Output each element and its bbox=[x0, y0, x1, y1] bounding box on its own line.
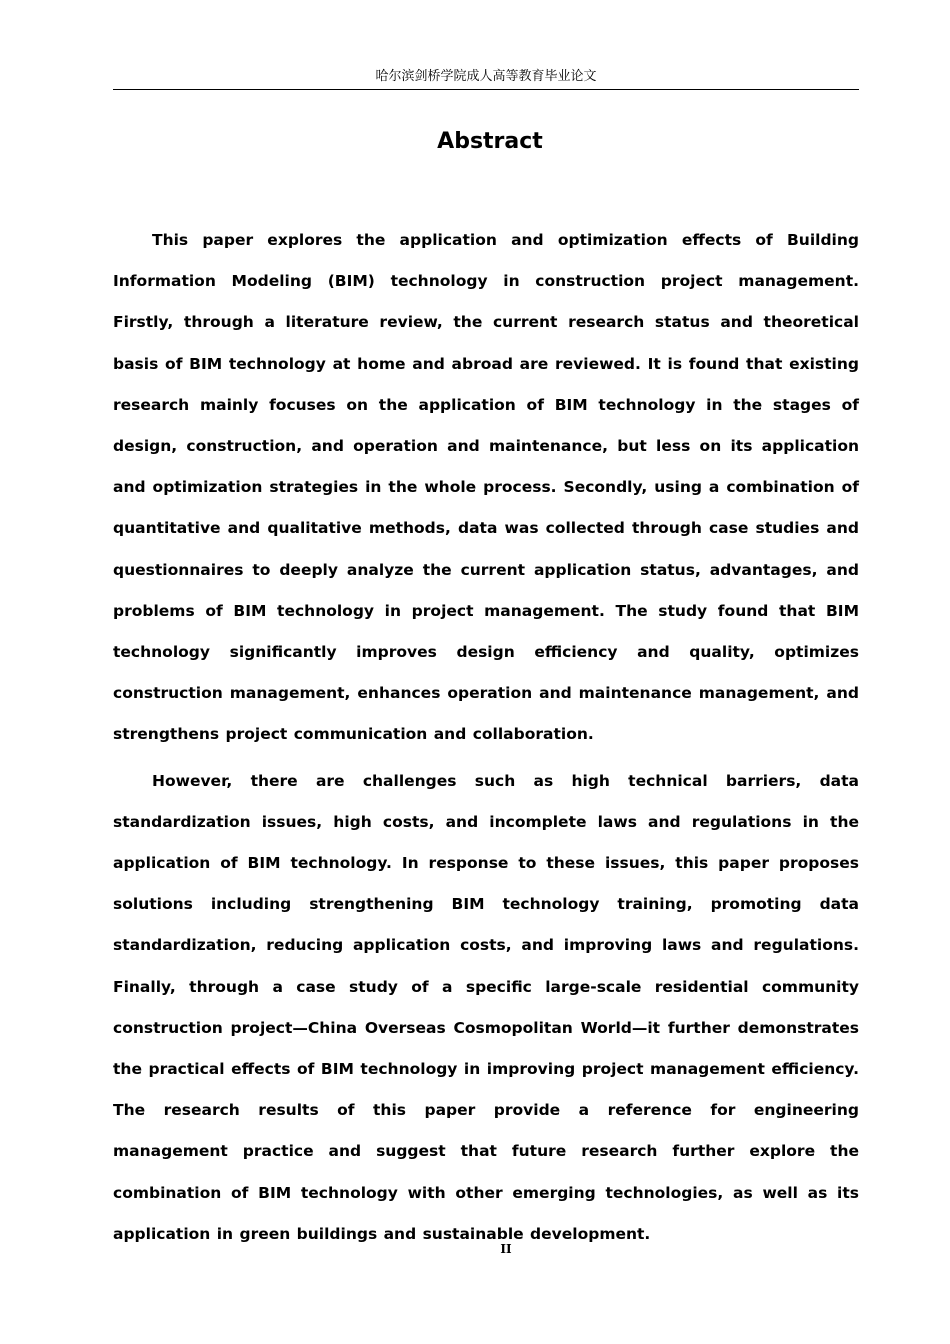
page-number: II bbox=[500, 1242, 512, 1256]
abstract-title: Abstract bbox=[437, 129, 543, 154]
running-header: 哈尔滨剑桥学院成人高等教育毕业论文 bbox=[113, 66, 859, 90]
abstract-paragraph-1: This paper explores the application and optimization effects of Building Information Modeling (BIM) technology in construction project management. Firstly, through a literature review, the current research status and theoretical basis of BIM technology at home and abroad are reviewed. It is found that existing research mainly focuses on the application of BIM technology in the stages of design, construction, and operation and maintenance, but less on its application and optimization strategies in the whole process. Secondly, using a combination of quantitative and qualitative methods, data was collected through case studies and questionnaires to deeply analyze the current application status, advantages, and problems of BIM technology in project management. The study found that BIM technology significantly improves design efficiency and quality, optimizes construction management, enhances operation and maintenance management, and strengthens project communication and collaboration. bbox=[113, 231, 859, 744]
abstract-paragraph-2: However, there are challenges such as high technical barriers, data standardization issues, high costs, and incomplete laws and regulations in the application of BIM technology. In response to these issues, this paper proposes solutions including strengthening BIM technology training, promoting data standardization, reducing application costs, and improving laws and regulations. Finally, through a case study of a specific large-scale residential community construction project—China Overseas Cosmopolitan World—it further demonstrates the practical effects of BIM technology in improving project management efficiency. The research results of this paper provide a reference for engineering management practice and suggest that future research further explore the combination of BIM technology with other emerging technologies, as well as its application in green buildings and sustainable development. bbox=[113, 771, 859, 1243]
abstract-body bbox=[113, 220, 859, 1260]
